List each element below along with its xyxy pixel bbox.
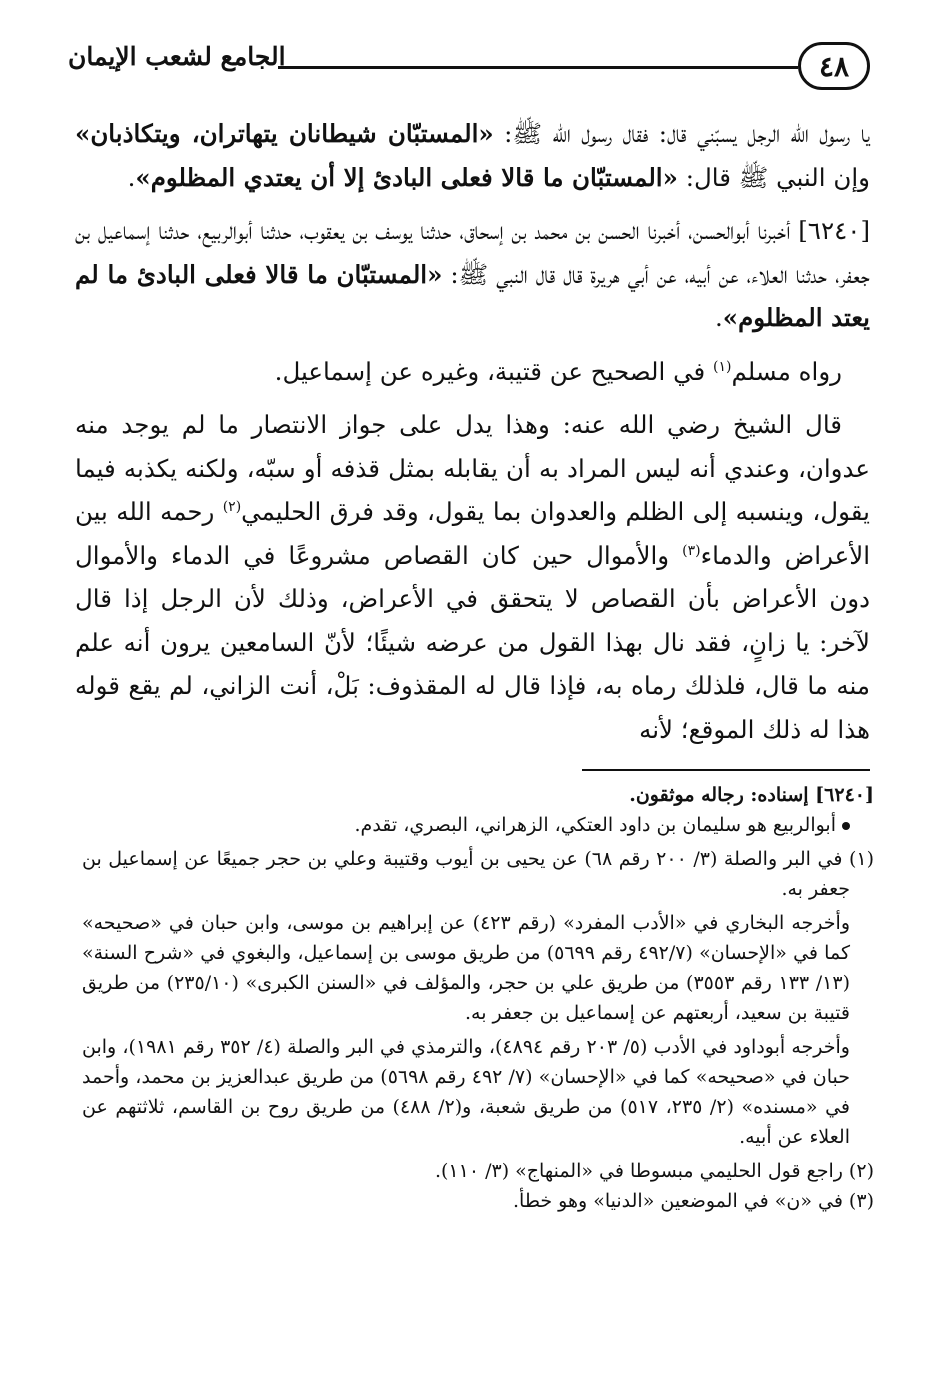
paragraph-2 [75, 209, 870, 340]
footnote-1-extra: وأخرجه أبوداود في الأدب (٥/ ٢٠٣ رقم ٤٨٩٤)، والترمذي في البر والصلة (٤/ ٣٥٢ رقم ١٩٨١)، وابن حبان في «صحيحه» كما في «الإحسان» (٧/ ٤٩٢ رقم ٥٦٩٨) من طريق عبدالعزيز بن محمد، وأحمد في «مسنده» (٢/ ٢٣٥، ٥١٧) من طريق شعبة، و(٢/ ٤٨٨) من طريق روح بن القاسم، ثلاثتهم عن العلاء عن أبيه. [82, 1036, 851, 1148]
text: يا رسول الله الرجل يسبّني قال: فقال رسول الله ﷺ: [493, 119, 870, 148]
footnotes [82, 780, 874, 1216]
text: وإن النبي ﷺ قال: [677, 162, 870, 192]
footnote-ref[interactable]: (٢) [222, 498, 242, 515]
paragraph-3 [75, 350, 870, 394]
footnote-ref[interactable]: (٣) [682, 542, 701, 559]
header-rule [278, 66, 798, 69]
paragraph-1 [75, 112, 870, 199]
hadith-quote: «المستبّان ما قالا فعلى البادئ ما لم يعتد المظلوم» [75, 259, 870, 332]
footnote-separator [582, 769, 870, 771]
footnote-3: (٣) في «ن» في الموضعين «الدنيا» وهو خطأ. [512, 1190, 874, 1212]
footnote-ref[interactable]: (١) [713, 358, 732, 375]
hadith-quote: «المستبّان ما قالا فعلى البادئ إلا أن يعتدي المظلوم» [135, 162, 678, 192]
text: أبوالربيع هو سليمان بن داود العتكي، الزهراني، البصري، تقدم. [354, 814, 836, 836]
footnote-isnad: [٦٢٤٠] إسناده: رجاله موثقون. [629, 784, 874, 806]
text: رحمه الله بين الأعراض والدماء [75, 497, 871, 570]
hadith-quote: «المستبّان شيطانان يتهاتران، ويتكاذبان» [75, 119, 494, 148]
main-text [75, 112, 870, 761]
text: والأموال حين كان القصاص مشروعًا في الدماء والأموال دون الأعراض بأن القصاص لا يتحقق في الأعراض، وذلك لأن الرجل إذا قال لآخر: يا زانٍ، فقد نال بهذا القول من عرضه شيئًا؛ لأنّ السامعين يرون أنه علم منه ما قال، فلذلك رماه به، فإذا قال له المقذوف: بَلْ، أنت الزاني، لم يقع قوله هذا له ذلك الموقع؛ لأنه [75, 540, 870, 744]
text: في الصحيح عن قتيبة، وغيره عن إسماعيل. [274, 356, 714, 386]
text: . [127, 162, 136, 192]
text: . [714, 303, 723, 332]
page-number: ٤٨ [798, 42, 870, 90]
paragraph-4 [75, 403, 870, 751]
text: [٦٢٤٠] أخبرنا أبوالحسن، أخبرنا الحسن بن محمد بن إسحاق، حدثنا يوسف بن يعقوب، حدثنا أبوالربيع، حدثنا إسماعيل بن جعفر، حدثنا العلاء، عن أبيه، عن أبي هريرة قال قال النبي ﷺ: [75, 216, 870, 289]
footnote-narrator [82, 810, 874, 840]
footnote-2: (٢) راجع قول الحليمي مبسوطا في «المنهاج» (٣/ ١١٠). [434, 1160, 874, 1182]
text: رواه مسلم [731, 356, 842, 386]
bullet-icon [842, 822, 850, 830]
text: قال الشيخ رضي الله عنه: وهذا يدل على جواز الانتصار ما لم يوجد منه عدوان، وعندي أنه ليس المراد به أن يقابله بمثل قذفه أو سبّه، ولكنه يكذبه فيما يقول، وينسبه إلى الظلم والعدوان بما يقول، وقد فرق الحليمي [75, 410, 870, 526]
footnote-1-extra: وأخرجه البخاري في «الأدب المفرد» (رقم ٤٢٣) عن إبراهيم بن موسى، وابن حبان في «صحيحه» كما في «الإحسان» (٤٩٢/٧ رقم ٥٦٩٩) من طريق موسى بن إسماعيل، والبغوي في «شرح السنة» (١٣/ ١٣٣ رقم ٣٥٥٣) من طريق علي بن حجر، والمؤلف في «السنن الكبرى» (٢٣٥/١٠) من طريق قتيبة بن سعيد، أربعتهم عن إسماعيل بن جعفر به. [82, 912, 850, 1024]
footnote-1: (١) في البر والصلة (٣/ ٢٠٠ رقم ٦٨) عن يحيى بن أيوب وقتيبة وعلي بن حجر جميعًا عن إسماعيل بن جعفر به. [82, 848, 874, 900]
page-header [68, 38, 870, 100]
running-title: الجامع لشعب الإيمان [68, 42, 286, 71]
